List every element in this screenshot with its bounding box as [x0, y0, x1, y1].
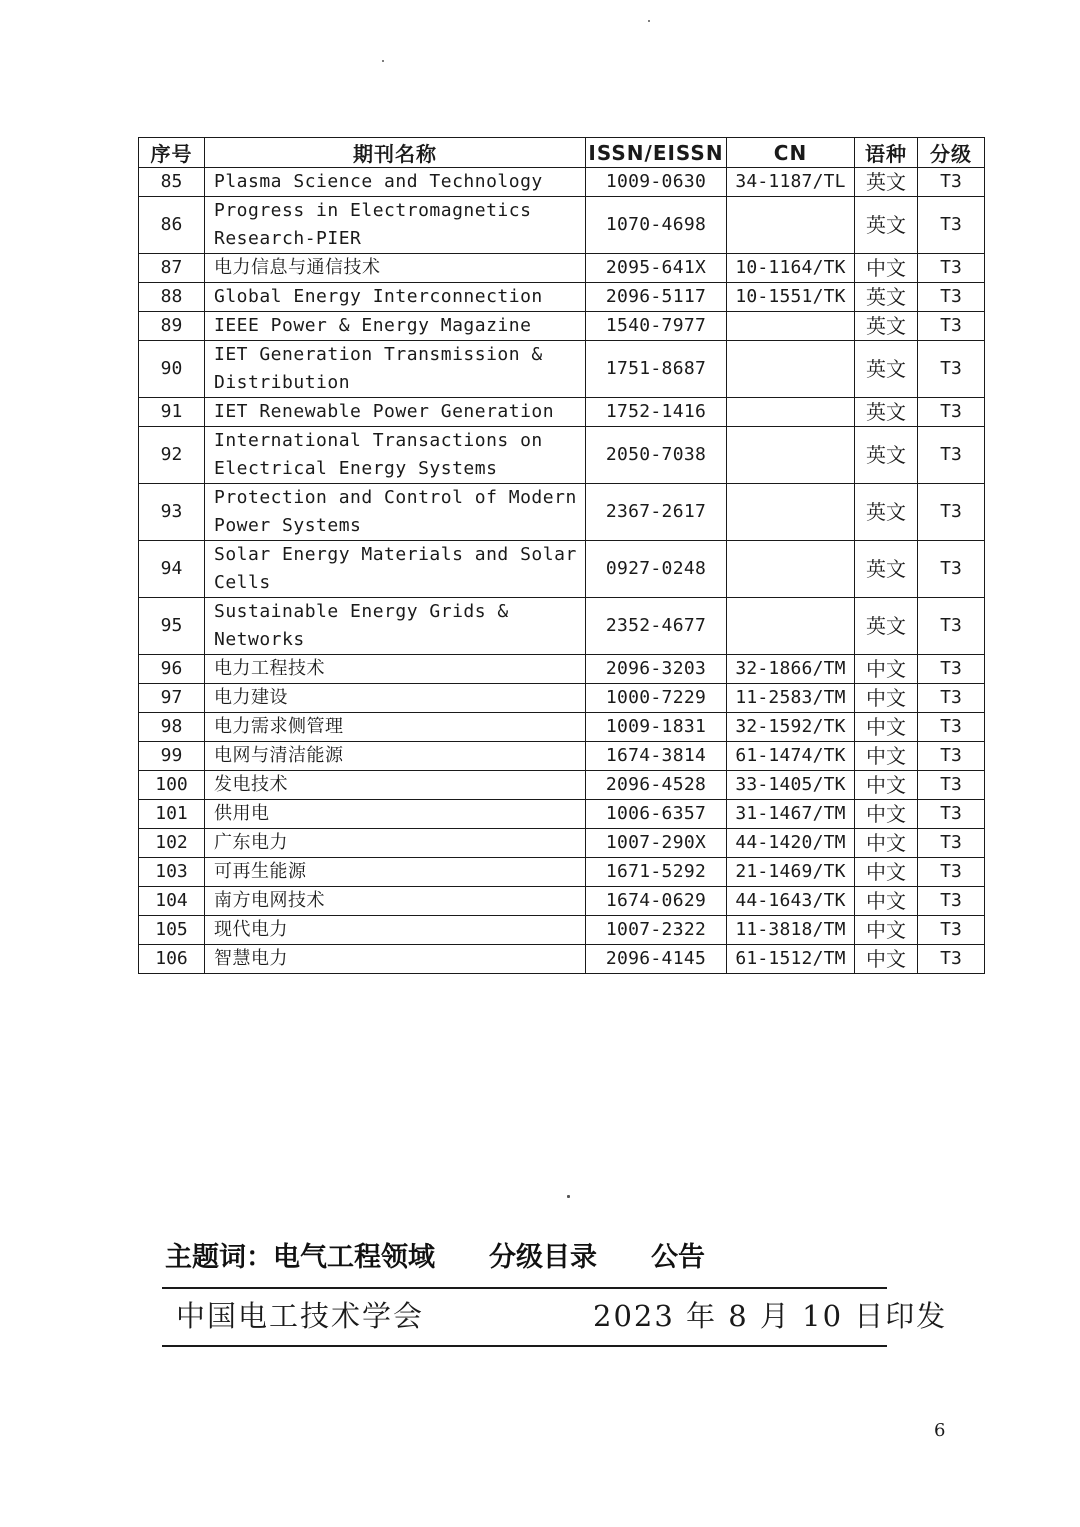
table-row	[139, 887, 985, 916]
table-row	[139, 484, 985, 541]
cell-grade: T3	[918, 771, 985, 800]
journal-name-line: 广东电力	[214, 832, 288, 853]
cell-serial-number: 106	[139, 945, 205, 974]
cell-serial-number: 104	[139, 887, 205, 916]
journal-name-line: IEEE Power & Energy Magazine	[214, 315, 532, 336]
cell-language: 中文	[855, 771, 918, 800]
table-row	[139, 341, 985, 398]
cell-issn: 1070-4698	[586, 197, 727, 254]
cell-language: 英文	[855, 541, 918, 598]
table-row	[139, 713, 985, 742]
cell-language: 英文	[855, 341, 918, 398]
table-row	[139, 598, 985, 655]
cell-grade: T3	[918, 916, 985, 945]
cell-issn: 2352-4677	[586, 598, 727, 655]
issue-date: 2023 年 8 月 10 日印发	[593, 1299, 948, 1333]
cell-journal-name	[205, 197, 586, 254]
cell-grade: T3	[918, 341, 985, 398]
cell-serial-number: 85	[139, 168, 205, 197]
table-body	[139, 168, 985, 974]
cell-issn: 1007-290X	[586, 829, 727, 858]
cell-cn: 10-1551/TK	[727, 283, 855, 312]
cell-journal-name	[205, 283, 586, 312]
header-journal-name: 期刊名称	[205, 138, 586, 168]
table-row	[139, 858, 985, 887]
scan-speck	[567, 1195, 570, 1198]
cell-language: 中文	[855, 800, 918, 829]
journal-name-line: IET Renewable Power Generation	[214, 401, 555, 422]
cell-cn: 44-1420/TM	[727, 829, 855, 858]
cell-grade: T3	[918, 427, 985, 484]
cell-serial-number: 105	[139, 916, 205, 945]
table-row	[139, 742, 985, 771]
cell-issn: 1752-1416	[586, 398, 727, 427]
cell-journal-name	[205, 427, 586, 484]
journal-name-line: 电网与清洁能源	[214, 745, 344, 766]
cell-serial-number: 94	[139, 541, 205, 598]
header-serial-number: 序号	[139, 138, 205, 168]
journal-name-line: Plasma Science and Technology	[214, 171, 543, 192]
cell-language: 中文	[855, 684, 918, 713]
cell-issn: 1671-5292	[586, 858, 727, 887]
cell-journal-name	[205, 684, 586, 713]
journal-name-line: Electrical Energy Systems	[214, 458, 498, 479]
cell-language: 中文	[855, 713, 918, 742]
cell-language: 中文	[855, 858, 918, 887]
cell-grade: T3	[918, 283, 985, 312]
cell-grade: T3	[918, 858, 985, 887]
cell-issn: 1000-7229	[586, 684, 727, 713]
cell-serial-number: 90	[139, 341, 205, 398]
cell-journal-name	[205, 254, 586, 283]
cell-grade: T3	[918, 887, 985, 916]
cell-grade: T3	[918, 197, 985, 254]
table-row	[139, 945, 985, 974]
cell-cn: 61-1512/TM	[727, 945, 855, 974]
cell-serial-number: 87	[139, 254, 205, 283]
table-row	[139, 684, 985, 713]
footer-bottom-rule	[162, 1345, 887, 1347]
scan-speck	[382, 60, 384, 62]
journal-name-line: 电力工程技术	[214, 658, 325, 679]
cell-cn	[727, 484, 855, 541]
journal-name-line: Sustainable Energy Grids &	[214, 601, 509, 622]
header-cn: CN	[727, 138, 855, 168]
cell-cn	[727, 427, 855, 484]
cell-cn: 44-1643/TK	[727, 887, 855, 916]
cell-issn: 1009-0630	[586, 168, 727, 197]
table-row	[139, 254, 985, 283]
cell-language: 英文	[855, 312, 918, 341]
table-row	[139, 916, 985, 945]
cell-grade: T3	[918, 168, 985, 197]
cell-serial-number: 91	[139, 398, 205, 427]
cell-journal-name	[205, 598, 586, 655]
cell-issn: 2096-3203	[586, 655, 727, 684]
cell-serial-number: 98	[139, 713, 205, 742]
cell-issn: 2095-641X	[586, 254, 727, 283]
journal-name-line: Protection and Control of Modern	[214, 487, 577, 508]
cell-cn	[727, 398, 855, 427]
journal-name-line: Solar Energy Materials and Solar	[214, 544, 577, 565]
cell-cn: 32-1592/TK	[727, 713, 855, 742]
header-issn: ISSN/EISSN	[586, 138, 727, 168]
cell-issn: 1674-3814	[586, 742, 727, 771]
cell-journal-name	[205, 771, 586, 800]
journal-name-line: 现代电力	[214, 919, 288, 940]
cell-cn: 11-3818/TM	[727, 916, 855, 945]
cell-journal-name	[205, 398, 586, 427]
cell-serial-number: 102	[139, 829, 205, 858]
journal-name-line: 电力需求侧管理	[214, 716, 344, 737]
cell-serial-number: 92	[139, 427, 205, 484]
journal-name-line: Distribution	[214, 372, 351, 393]
table-row	[139, 312, 985, 341]
cell-grade: T3	[918, 945, 985, 974]
cell-serial-number: 96	[139, 655, 205, 684]
journal-name-line: International Transactions on	[214, 430, 543, 451]
table-row	[139, 829, 985, 858]
cell-serial-number: 88	[139, 283, 205, 312]
cell-issn: 2367-2617	[586, 484, 727, 541]
cell-cn: 10-1164/TK	[727, 254, 855, 283]
table-row	[139, 541, 985, 598]
cell-serial-number: 89	[139, 312, 205, 341]
cell-cn: 34-1187/TL	[727, 168, 855, 197]
cell-grade: T3	[918, 800, 985, 829]
cell-journal-name	[205, 858, 586, 887]
cell-cn: 61-1474/TK	[727, 742, 855, 771]
cell-issn: 1540-7977	[586, 312, 727, 341]
cell-grade: T3	[918, 541, 985, 598]
cell-language: 中文	[855, 945, 918, 974]
cell-issn: 2096-5117	[586, 283, 727, 312]
cell-journal-name	[205, 484, 586, 541]
cell-grade: T3	[918, 254, 985, 283]
issuing-organization: 中国电工技术学会	[176, 1299, 425, 1333]
journal-name-line: 电力信息与通信技术	[214, 257, 381, 278]
cell-language: 中文	[855, 829, 918, 858]
journal-name-line: 可再生能源	[214, 861, 307, 882]
cell-language: 英文	[855, 598, 918, 655]
cell-journal-name	[205, 655, 586, 684]
cell-language: 英文	[855, 168, 918, 197]
cell-issn: 1006-6357	[586, 800, 727, 829]
cell-journal-name	[205, 713, 586, 742]
journal-name-line: 智慧电力	[214, 948, 288, 969]
cell-grade: T3	[918, 829, 985, 858]
cell-cn: 33-1405/TK	[727, 771, 855, 800]
journal-name-line: Cells	[214, 572, 271, 593]
cell-grade: T3	[918, 484, 985, 541]
journal-catalog-table	[138, 137, 985, 974]
cell-language: 中文	[855, 916, 918, 945]
cell-language: 英文	[855, 484, 918, 541]
cell-grade: T3	[918, 312, 985, 341]
cell-grade: T3	[918, 598, 985, 655]
cell-issn: 2096-4145	[586, 945, 727, 974]
cell-serial-number: 95	[139, 598, 205, 655]
cell-issn: 1674-0629	[586, 887, 727, 916]
journal-name-line: Global Energy Interconnection	[214, 286, 543, 307]
cell-grade: T3	[918, 684, 985, 713]
cell-journal-name	[205, 800, 586, 829]
cell-journal-name	[205, 916, 586, 945]
cell-language: 英文	[855, 283, 918, 312]
cell-cn: 21-1469/TK	[727, 858, 855, 887]
cell-cn	[727, 197, 855, 254]
cell-serial-number: 101	[139, 800, 205, 829]
cell-issn: 2050-7038	[586, 427, 727, 484]
header-grade: 分级	[918, 138, 985, 168]
cell-language: 英文	[855, 197, 918, 254]
cell-grade: T3	[918, 655, 985, 684]
cell-journal-name	[205, 829, 586, 858]
journal-name-line: Research-PIER	[214, 228, 362, 249]
cell-serial-number: 86	[139, 197, 205, 254]
table-row	[139, 800, 985, 829]
cell-cn: 31-1467/TM	[727, 800, 855, 829]
journal-name-line: Progress in Electromagnetics	[214, 200, 532, 221]
cell-journal-name	[205, 945, 586, 974]
footer-top-rule	[162, 1287, 887, 1289]
cell-journal-name	[205, 312, 586, 341]
table-row	[139, 283, 985, 312]
cell-language: 中文	[855, 742, 918, 771]
cell-grade: T3	[918, 713, 985, 742]
table-row	[139, 655, 985, 684]
cell-grade: T3	[918, 742, 985, 771]
cell-journal-name	[205, 887, 586, 916]
cell-language: 中文	[855, 655, 918, 684]
table-row	[139, 427, 985, 484]
cell-cn	[727, 312, 855, 341]
cell-journal-name	[205, 341, 586, 398]
journal-name-line: Networks	[214, 629, 305, 650]
cell-language: 英文	[855, 398, 918, 427]
keywords-label: 主题词：	[165, 1242, 273, 1273]
journal-name-line: Power Systems	[214, 515, 362, 536]
cell-cn	[727, 598, 855, 655]
journal-name-line: IET Generation Transmission &	[214, 344, 543, 365]
table-header-row	[139, 138, 985, 168]
cell-journal-name	[205, 541, 586, 598]
cell-issn: 1751-8687	[586, 341, 727, 398]
cell-serial-number: 100	[139, 771, 205, 800]
cell-journal-name	[205, 742, 586, 771]
cell-issn: 2096-4528	[586, 771, 727, 800]
cell-serial-number: 99	[139, 742, 205, 771]
scan-speck	[648, 20, 650, 22]
keywords-value: 电气工程领域 分级目录 公告	[273, 1242, 705, 1273]
cell-language: 中文	[855, 254, 918, 283]
cell-journal-name	[205, 168, 586, 197]
journal-name-line: 发电技术	[214, 774, 288, 795]
journal-name-line: 电力建设	[214, 687, 288, 708]
journal-name-line: 供用电	[214, 803, 270, 824]
cell-cn: 11-2583/TM	[727, 684, 855, 713]
cell-serial-number: 93	[139, 484, 205, 541]
cell-cn: 32-1866/TM	[727, 655, 855, 684]
cell-language: 中文	[855, 887, 918, 916]
cell-cn	[727, 541, 855, 598]
page-number: 6	[934, 1420, 946, 1441]
cell-grade: T3	[918, 398, 985, 427]
cell-language: 英文	[855, 427, 918, 484]
cell-serial-number: 97	[139, 684, 205, 713]
cell-serial-number: 103	[139, 858, 205, 887]
cell-cn	[727, 341, 855, 398]
cell-issn: 1007-2322	[586, 916, 727, 945]
table-row	[139, 398, 985, 427]
table-row	[139, 197, 985, 254]
cell-issn: 0927-0248	[586, 541, 727, 598]
cell-issn: 1009-1831	[586, 713, 727, 742]
table-row	[139, 168, 985, 197]
journal-name-line: 南方电网技术	[214, 890, 325, 911]
subject-keywords	[165, 1240, 705, 1276]
table-row	[139, 771, 985, 800]
header-language: 语种	[855, 138, 918, 168]
